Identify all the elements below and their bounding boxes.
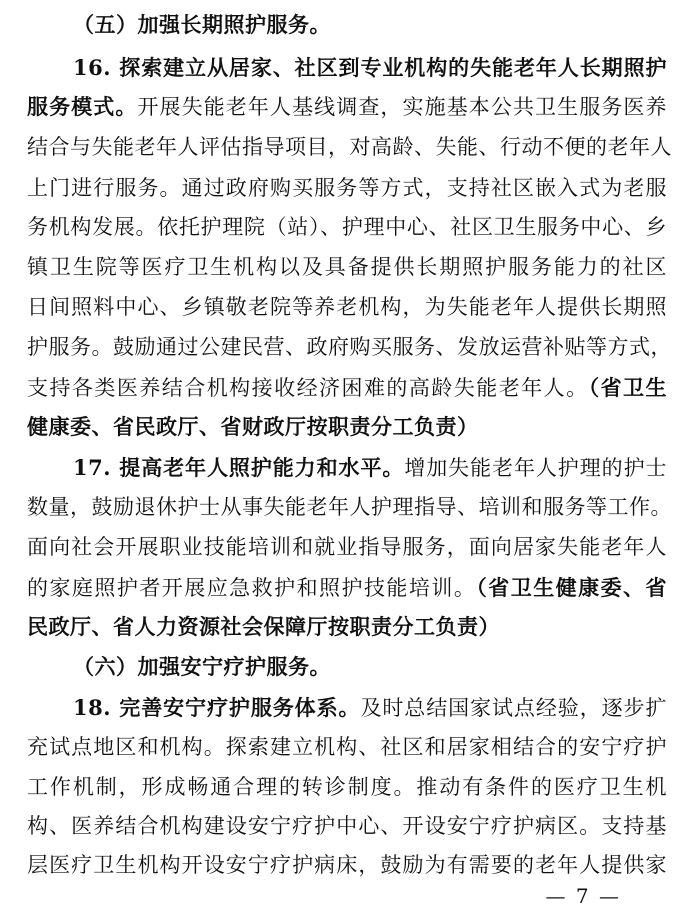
paragraph-line (27, 577, 667, 599)
line-text: 护服务。鼓励通过公建民营、政府购买服务、发放运营补贴等方式， (27, 335, 672, 359)
line-text: 结合与失能老年人评估指导项目，对高龄、失能、行动不便的老年人 (27, 135, 672, 159)
paragraph-line (27, 777, 667, 798)
line-text: 增加失能老年人护理的护士 (404, 456, 667, 480)
line-text: 及时总结国家试点经验，逐步扩 (360, 696, 667, 720)
paragraph-line (27, 96, 667, 118)
item-17-title: 17. 提高老年人照护能力和水平。 (73, 455, 405, 480)
item-18-title-line (73, 697, 667, 719)
line-text: 工作机制，形成畅通合理的转诊制度。推动有条件的医疗卫生机 (27, 775, 667, 799)
paragraph-line (27, 257, 667, 278)
responsibility-note: （省卫生健康委、省 (476, 575, 668, 600)
responsibility-note-line (27, 416, 479, 437)
responsibility-note: 健康委、省民政厅、省财政厅按职责分工负责） (27, 414, 479, 439)
item-17-title-line (73, 457, 667, 479)
paragraph-line (27, 737, 667, 758)
item-16-title-cont: 服务模式。 (27, 94, 138, 119)
section-heading-6 (73, 656, 331, 677)
line-text: 支持各类医养结合机构接收经济困难的高龄失能老年人。 (27, 376, 589, 400)
paragraph-line (27, 135, 672, 159)
paragraph-line (27, 855, 667, 876)
line-text: 充试点地区和机构。探索建立机构、社区和居家相结合的安宁疗护 (27, 735, 667, 759)
item-16-title-line (73, 57, 667, 79)
heading-text: （六）加强安宁疗护服务。 (73, 654, 331, 679)
item-16-title: 16. 探索建立从居家、社区到专业机构的失能老年人长期照护 (73, 55, 667, 80)
line-text: 日间照料中心、乡镇敬老院等养老机构，为失能老年人提供长期照 (27, 295, 667, 319)
paragraph-line (27, 495, 672, 519)
page-number: — 7 — (545, 884, 621, 908)
responsibility-note: （省卫生 (588, 375, 668, 400)
line-text: 数量，鼓励退休护士从事失能老年人护理指导、培训和服务等工作。 (27, 495, 672, 519)
paragraph-line (27, 335, 672, 359)
item-18-title: 18. 完善安宁疗护服务体系。 (73, 695, 361, 720)
responsibility-note-line (27, 616, 500, 637)
line-text: 上门进行服务。通过政府购买服务等方式，支持社区嵌入式为老服 (27, 176, 667, 200)
line-text: 的家庭照护者开展应急救护和照护技能培训。 (27, 576, 477, 600)
paragraph-line (27, 816, 667, 837)
line-text: 面向社会开展职业技能培训和就业指导服务，面向居家失能老年人 (27, 535, 667, 559)
line-text: 镇卫生院等医疗卫生机构以及具备提供长期照护服务能力的社区 (27, 255, 667, 279)
line-text: 务机构发展。依托护理院（站）、护理中心、社区卫生服务中心、乡 (27, 215, 667, 239)
line-text: 层医疗卫生机构开设安宁疗护病床，鼓励为有需要的老年人提供家 (27, 853, 667, 877)
paragraph-line (27, 377, 667, 399)
heading-text: （五）加强长期照护服务。 (73, 12, 331, 37)
paragraph-line (27, 297, 667, 318)
section-heading-5 (73, 14, 331, 35)
paragraph-line (27, 178, 667, 199)
responsibility-note: 民政厅、省人力资源社会保障厅按职责分工负责） (27, 614, 500, 639)
line-text: 开展失能老年人基线调查，实施基本公共卫生服务医养 (137, 95, 668, 119)
paragraph-line (27, 217, 667, 238)
paragraph-line (27, 537, 667, 558)
line-text: 构、医养结合机构建设安宁疗护中心、开设安宁疗护病区。支持基 (27, 814, 667, 838)
